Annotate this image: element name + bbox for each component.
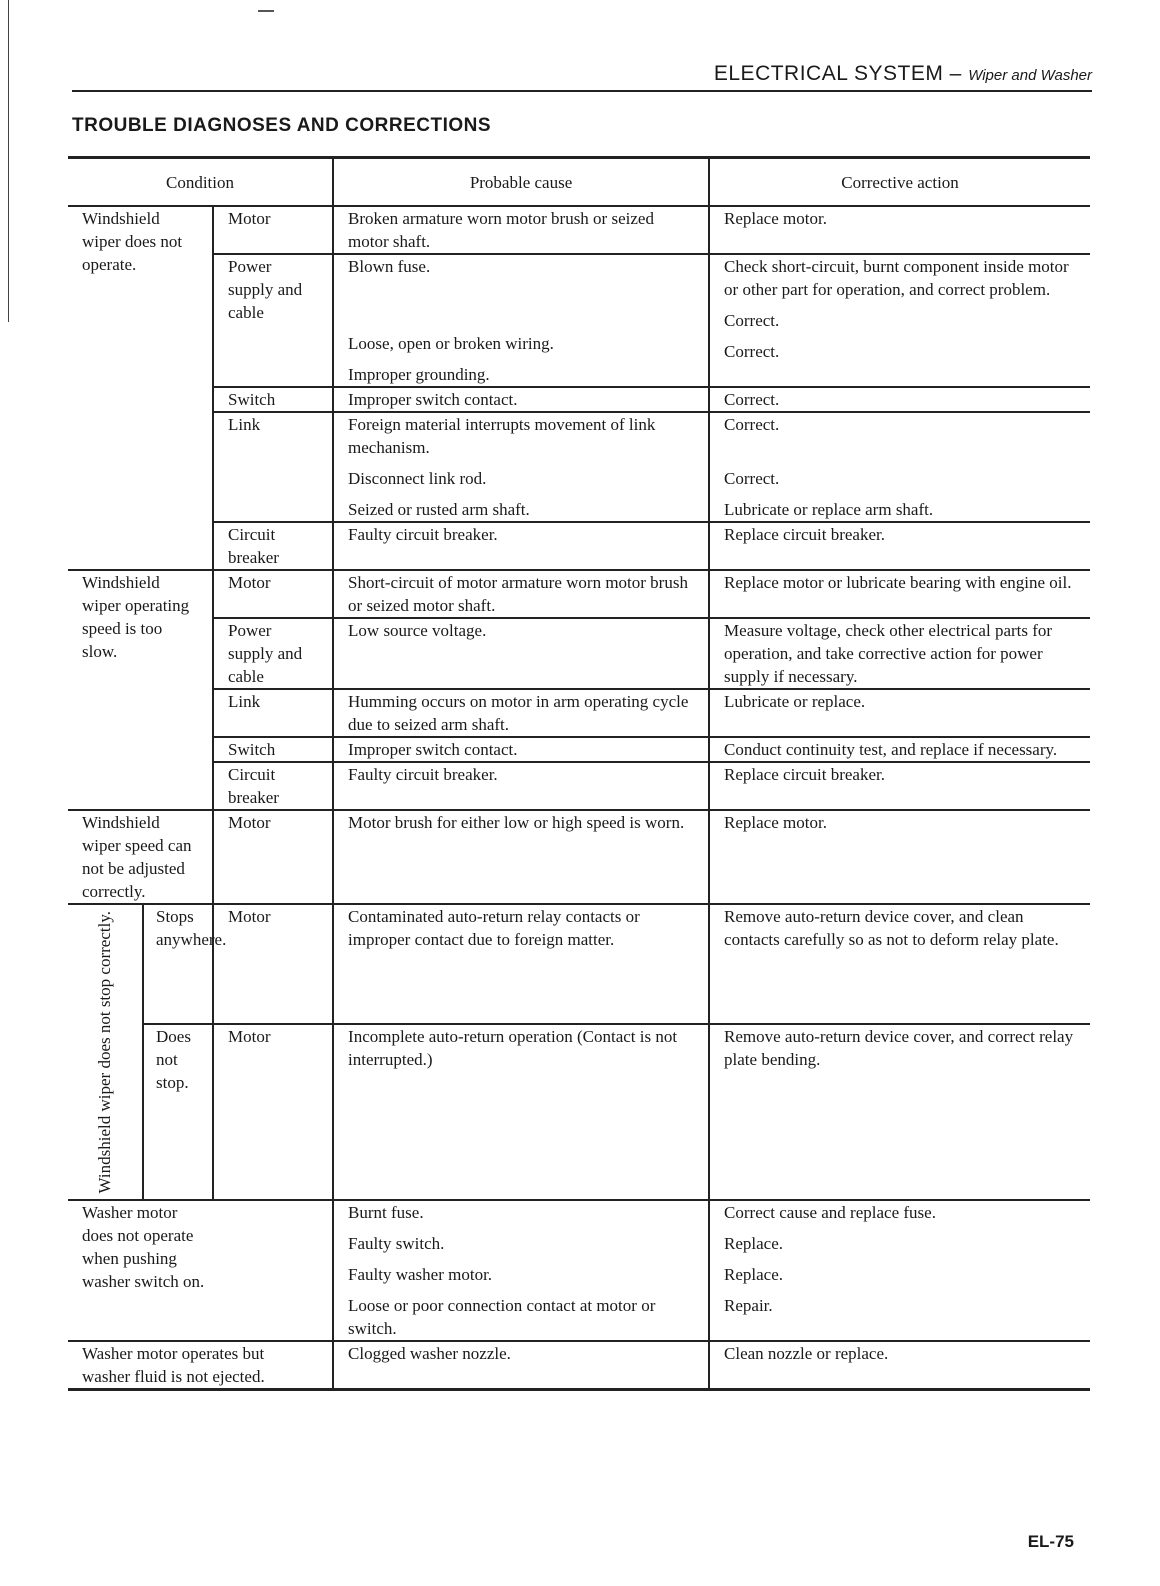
action-cell: Conduct continuity test, and replace if necessary. xyxy=(709,737,1090,762)
condition-cell: Washer motor does not operate when pushing washer switch on. xyxy=(68,1200,333,1341)
column-header-condition: Condition xyxy=(68,158,333,207)
condition-cell: Windshield wiper operating speed is too slow. xyxy=(68,570,213,810)
table-row xyxy=(68,689,1090,737)
subcondition-cell: Stops anywhere. xyxy=(143,904,213,1024)
table-header-row xyxy=(68,158,1090,207)
component-cell: Power supply and cable xyxy=(213,618,333,689)
action-cell: Remove auto-return device cover, and clean contacts carefully so as not to deform relay plate. xyxy=(709,904,1090,1024)
cause-cell: Motor brush for either low or high speed is worn. xyxy=(333,810,709,904)
cause-item: Burnt fuse. xyxy=(348,1203,424,1223)
cause-cell xyxy=(333,254,709,387)
vertical-condition-label: Windshield wiper does not stop correctly. xyxy=(95,911,114,1194)
table-row xyxy=(68,206,1090,254)
page-header xyxy=(714,62,1092,86)
table-row xyxy=(68,618,1090,689)
page-edge-line xyxy=(8,0,9,322)
page-number: EL-75 xyxy=(1027,1532,1074,1551)
cause-cell: Broken armature worn motor brush or seized motor shaft. xyxy=(333,206,709,254)
cause-item: Foreign material interrupts movement of link mechanism. xyxy=(348,415,656,457)
cause-cell xyxy=(333,412,709,522)
action-item: Correct. xyxy=(724,469,780,488)
action-cell xyxy=(709,412,1090,522)
component-cell: Circuit breaker xyxy=(213,522,333,570)
cause-cell: Clogged washer nozzle. xyxy=(333,1341,709,1390)
table-row xyxy=(68,1024,1090,1201)
table-row xyxy=(68,904,1090,1024)
action-cell: Measure voltage, check other electrical parts for operation, and take corrective action for power supply if necessary. xyxy=(709,618,1090,689)
scan-mark xyxy=(258,10,274,12)
component-cell: Link xyxy=(213,412,333,522)
cause-cell xyxy=(333,1200,709,1341)
section-title: TROUBLE DIAGNOSES AND CORRECTIONS xyxy=(72,115,492,136)
action-cell: Lubricate or replace. xyxy=(709,689,1090,737)
component-cell: Circuit breaker xyxy=(213,762,333,810)
cause-cell: Faulty circuit breaker. xyxy=(333,762,709,810)
column-header-cause: Probable cause xyxy=(333,158,709,207)
cause-item: Disconnect link rod. xyxy=(348,469,487,488)
action-cell: Clean nozzle or replace. xyxy=(709,1341,1090,1390)
cause-cell: Incomplete auto-return operation (Contact is not interrupted.) xyxy=(333,1024,709,1201)
cause-cell: Improper switch contact. xyxy=(333,387,709,412)
table-row xyxy=(68,570,1090,618)
table-row xyxy=(68,387,1090,412)
table-row xyxy=(68,1341,1090,1390)
action-item: Correct. xyxy=(724,311,780,330)
cause-cell: Short-circuit of motor armature worn motor brush or seized motor shaft. xyxy=(333,570,709,618)
component-cell: Switch xyxy=(213,737,333,762)
action-cell: Replace motor or lubricate bearing with engine oil. xyxy=(709,570,1090,618)
action-item: Repair. xyxy=(724,1296,773,1316)
table-row xyxy=(68,1200,1090,1341)
action-cell xyxy=(709,254,1090,387)
action-item: Correct. xyxy=(724,342,780,361)
condition-cell: Washer motor operates but washer fluid is not ejected. xyxy=(68,1341,333,1390)
cause-item: Seized or rusted arm shaft. xyxy=(348,500,530,519)
component-cell: Switch xyxy=(213,387,333,412)
component-cell: Motor xyxy=(213,810,333,904)
action-cell: Correct. xyxy=(709,387,1090,412)
action-item: Correct cause and replace fuse. xyxy=(724,1203,936,1223)
table-row xyxy=(68,522,1090,570)
table-row xyxy=(68,737,1090,762)
table-row xyxy=(68,254,1090,387)
cause-item: Improper grounding. xyxy=(348,365,490,384)
trouble-table xyxy=(68,156,1090,1391)
cause-item: Blown fuse. xyxy=(348,257,431,276)
column-header-action: Corrective action xyxy=(709,158,1090,207)
condition-cell: Windshield wiper does not operate. xyxy=(68,206,213,570)
cause-item: Loose or poor connection contact at motor or switch. xyxy=(348,1296,656,1339)
cause-cell: Improper switch contact. xyxy=(333,737,709,762)
cause-cell: Faulty circuit breaker. xyxy=(333,522,709,570)
cause-cell: Low source voltage. xyxy=(333,618,709,689)
cause-item: Faulty washer motor. xyxy=(348,1265,493,1285)
condition-cell: Windshield wiper speed can not be adjusted correctly. xyxy=(68,810,213,904)
action-cell: Replace motor. xyxy=(709,206,1090,254)
action-item: Correct. xyxy=(724,415,780,434)
component-cell: Motor xyxy=(213,206,333,254)
action-cell: Replace motor. xyxy=(709,810,1090,904)
component-cell: Motor xyxy=(213,570,333,618)
action-item: Replace. xyxy=(724,1234,784,1254)
header-section: ELECTRICAL SYSTEM xyxy=(713,62,944,85)
component-cell: Link xyxy=(213,689,333,737)
component-cell: Motor xyxy=(213,1024,333,1201)
action-item: Check short-circuit, burnt component inside motor or other part for operation, and correct problem. xyxy=(724,257,1069,299)
cause-cell: Humming occurs on motor in arm operating cycle due to seized arm shaft. xyxy=(333,689,709,737)
action-cell xyxy=(709,1200,1090,1341)
action-cell: Replace circuit breaker. xyxy=(709,762,1090,810)
subcondition-cell: Does not stop. xyxy=(143,1024,213,1201)
table-row xyxy=(68,762,1090,810)
action-cell: Replace circuit breaker. xyxy=(709,522,1090,570)
component-cell: Motor xyxy=(213,904,333,1024)
header-subsection: Wiper and Washer xyxy=(968,67,1092,84)
action-cell: Remove auto-return device cover, and correct relay plate bending. xyxy=(709,1024,1090,1201)
action-item: Replace. xyxy=(724,1265,784,1285)
condition-cell xyxy=(68,904,143,1200)
cause-cell: Contaminated auto-return relay contacts or improper contact due to foreign matter. xyxy=(333,904,709,1024)
component-cell: Power supply and cable xyxy=(213,254,333,387)
action-item: Lubricate or replace arm shaft. xyxy=(724,500,934,519)
header-separator: – xyxy=(943,62,969,85)
table-row xyxy=(68,810,1090,904)
header-rule xyxy=(72,90,1092,92)
cause-item: Loose, open or broken wiring. xyxy=(348,334,554,353)
table-row xyxy=(68,412,1090,522)
cause-item: Faulty switch. xyxy=(348,1234,445,1254)
